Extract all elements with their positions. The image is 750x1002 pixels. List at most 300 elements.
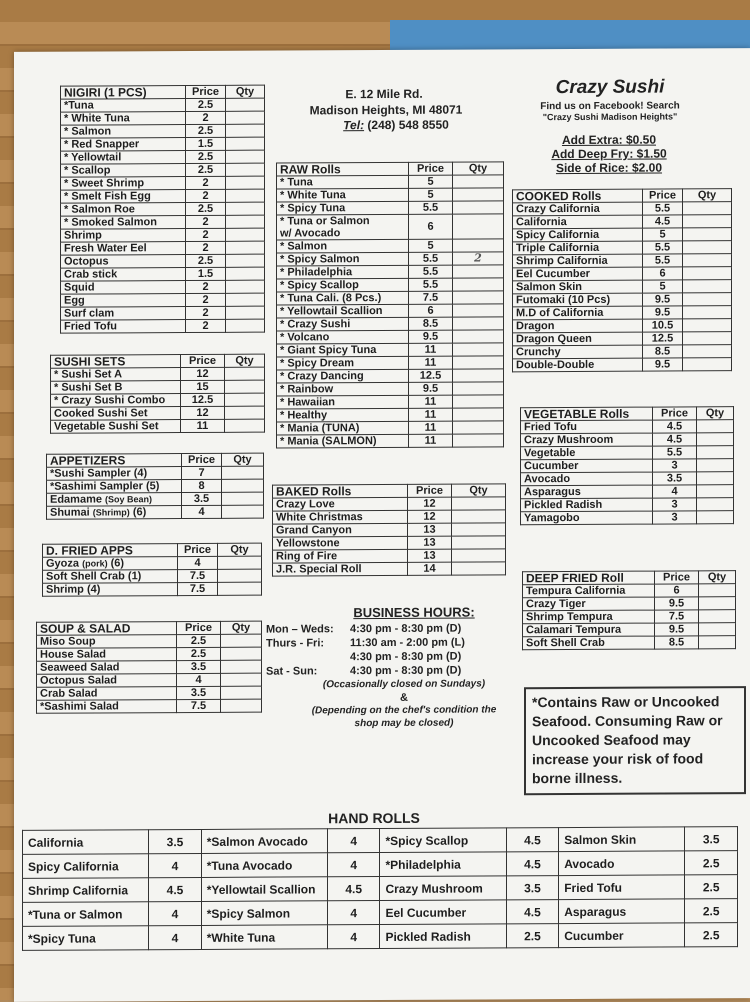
item-name bbox=[277, 369, 409, 383]
item-name bbox=[521, 472, 653, 486]
menu-row bbox=[61, 215, 265, 229]
item-price: 13 bbox=[408, 536, 452, 549]
item-qty[interactable] bbox=[226, 111, 265, 124]
item-qty[interactable] bbox=[697, 472, 734, 485]
vegetable-rolls-title: VEGETABLE Rolls bbox=[521, 407, 653, 421]
item-name bbox=[513, 345, 643, 359]
item-qty[interactable] bbox=[452, 510, 506, 523]
item-qty[interactable] bbox=[683, 358, 732, 371]
menu-row bbox=[61, 163, 265, 177]
item-price: 2 bbox=[186, 293, 226, 306]
item-name bbox=[61, 203, 186, 217]
telephone-label: Tel: bbox=[343, 118, 365, 133]
hand-rolls-title: HAND ROLLS bbox=[328, 809, 420, 827]
item-name-text: California bbox=[516, 216, 567, 229]
item-qty[interactable] bbox=[226, 319, 265, 332]
item-qty[interactable] bbox=[699, 597, 736, 610]
item-qty[interactable] bbox=[453, 343, 504, 356]
menu-row bbox=[513, 215, 732, 229]
appetizers-title: APPETIZERS bbox=[47, 454, 182, 468]
item-qty[interactable] bbox=[683, 306, 732, 319]
item-qty[interactable] bbox=[453, 330, 504, 343]
item-name-text: Vegetable bbox=[524, 446, 576, 460]
item-name bbox=[273, 549, 408, 563]
item-name bbox=[521, 420, 653, 434]
item-name bbox=[37, 700, 177, 714]
item-qty[interactable] bbox=[218, 582, 262, 595]
item-price: 9.5 bbox=[409, 330, 453, 343]
item-name-text: * Philadelphia bbox=[280, 266, 353, 279]
item-name bbox=[277, 252, 409, 266]
item-name-text: White Christmas bbox=[276, 511, 363, 524]
item-qty[interactable] bbox=[226, 124, 265, 137]
item-qty[interactable] bbox=[683, 241, 732, 254]
item-qty[interactable] bbox=[683, 215, 732, 228]
item-qty[interactable] bbox=[453, 382, 504, 395]
item-qty[interactable] bbox=[699, 584, 736, 597]
deep-fried-roll-title: DEEP FRIED Roll bbox=[523, 571, 655, 585]
item-name-text: * Sweet Shrimp bbox=[64, 177, 145, 190]
item-qty[interactable] bbox=[226, 98, 265, 111]
item-name-text: * Sushi Set A bbox=[54, 368, 123, 381]
item-name-text: * Yellowtail Scallion bbox=[280, 304, 383, 318]
item-qty[interactable] bbox=[226, 163, 265, 176]
item-name bbox=[47, 480, 182, 494]
item-name bbox=[513, 215, 643, 229]
item-qty[interactable] bbox=[218, 569, 262, 582]
menu-row bbox=[61, 137, 265, 151]
hours-days bbox=[266, 650, 350, 664]
item-qty[interactable] bbox=[697, 446, 734, 459]
hours-days: Thurs - Fri: bbox=[266, 637, 325, 650]
item-price: 3.5 bbox=[177, 686, 221, 699]
item-qty[interactable] bbox=[226, 306, 265, 319]
business-hours-title: BUSINESS HOURS: bbox=[353, 604, 475, 621]
menu-row bbox=[277, 188, 504, 202]
item-name-text: Futomaki (10 Pcs) bbox=[516, 293, 611, 307]
item-price: 2 bbox=[186, 111, 226, 124]
item-name bbox=[277, 408, 409, 422]
item-name-text: *Sashimi Sampler bbox=[50, 480, 143, 493]
item-count: (4) bbox=[86, 583, 101, 596]
item-name-text: *Tuna bbox=[64, 99, 94, 112]
item-name-text: Eel Cucumber bbox=[516, 267, 590, 281]
hours-time: 11:30 am - 2:00 pm (L) bbox=[350, 636, 465, 650]
hand-roll-price: 2.5 bbox=[685, 851, 738, 875]
item-name bbox=[37, 674, 177, 688]
sushi-sets-title: SUSHI SETS bbox=[51, 355, 181, 369]
item-name-text: * Salmon bbox=[64, 125, 112, 138]
item-price: 2.5 bbox=[186, 254, 226, 267]
item-price: 4.5 bbox=[643, 215, 683, 228]
menu-row bbox=[273, 536, 506, 550]
item-price: 14 bbox=[408, 562, 452, 575]
hours-row bbox=[266, 663, 516, 678]
item-qty[interactable] bbox=[452, 497, 506, 510]
item-qty[interactable] bbox=[225, 380, 265, 393]
menu-row bbox=[43, 556, 262, 570]
menu-row bbox=[43, 569, 262, 583]
item-qty[interactable] bbox=[225, 367, 265, 380]
address-line-1: E. 12 Mile Rd. bbox=[345, 86, 423, 102]
item-name bbox=[523, 584, 655, 598]
item-qty[interactable] bbox=[226, 293, 265, 306]
item-name bbox=[61, 151, 186, 165]
item-name bbox=[51, 381, 181, 395]
item-name bbox=[277, 201, 409, 215]
price-header: Price bbox=[182, 453, 222, 466]
item-qty[interactable] bbox=[226, 189, 265, 202]
cooked-rolls-title: COOKED Rolls bbox=[513, 189, 643, 203]
hand-roll-name: Cucumber bbox=[559, 923, 685, 948]
item-price: 5 bbox=[409, 239, 453, 252]
item-name-text: Crazy California bbox=[516, 202, 600, 216]
item-name bbox=[61, 320, 186, 334]
menu-row bbox=[37, 673, 262, 687]
hand-roll-name: Spicy California bbox=[23, 854, 149, 879]
item-name-text: Yellowstone bbox=[276, 537, 340, 550]
item-qty[interactable] bbox=[221, 686, 262, 699]
item-name-text: * Spicy Tuna bbox=[280, 202, 346, 215]
item-count: (6) bbox=[110, 557, 125, 570]
item-price: 2.5 bbox=[186, 124, 226, 137]
menu-row bbox=[61, 124, 265, 138]
business-hours-list bbox=[266, 621, 516, 678]
item-qty[interactable] bbox=[453, 291, 504, 304]
item-name-text: Fried Tofu bbox=[524, 420, 577, 434]
item-name-text: *Sushi Sampler bbox=[50, 467, 131, 480]
item-price: 3.5 bbox=[177, 660, 221, 673]
hand-roll-name: California bbox=[23, 830, 149, 855]
hand-roll-name: Fried Tofu bbox=[559, 875, 685, 900]
item-qty[interactable] bbox=[226, 150, 265, 163]
menu-row bbox=[277, 278, 504, 292]
item-price: 9.5 bbox=[655, 623, 699, 636]
menu-row bbox=[37, 686, 262, 700]
item-name-text: Spicy California bbox=[516, 228, 600, 242]
item-price: 2.5 bbox=[186, 163, 226, 176]
item-name bbox=[513, 241, 643, 255]
item-qty[interactable] bbox=[221, 647, 262, 660]
item-qty[interactable]: 2 bbox=[453, 252, 504, 265]
menu-row bbox=[51, 380, 265, 394]
item-qty[interactable] bbox=[453, 369, 504, 382]
price-header: Price bbox=[408, 484, 452, 497]
item-qty[interactable] bbox=[453, 356, 504, 369]
menu-row bbox=[37, 647, 262, 661]
item-qty[interactable] bbox=[453, 395, 504, 408]
item-name-text: * Smelt Fish Egg bbox=[64, 190, 151, 203]
item-name-text: * White Tuna bbox=[64, 112, 130, 125]
hand-roll-price: 4 bbox=[327, 853, 380, 877]
item-note: (Soy Bean) bbox=[105, 494, 153, 505]
item-qty[interactable] bbox=[221, 673, 262, 686]
item-name bbox=[61, 138, 186, 152]
item-price: 7.5 bbox=[178, 569, 218, 582]
item-name bbox=[51, 368, 181, 382]
item-price: 11 bbox=[409, 434, 453, 447]
item-price: 4.5 bbox=[653, 420, 697, 433]
item-price: 5 bbox=[409, 188, 453, 201]
menu-row bbox=[277, 201, 504, 215]
item-qty[interactable] bbox=[683, 267, 732, 280]
item-qty[interactable] bbox=[452, 536, 506, 549]
item-qty[interactable] bbox=[453, 278, 504, 291]
menu-row bbox=[61, 228, 265, 242]
item-qty[interactable] bbox=[225, 406, 265, 419]
item-name bbox=[277, 356, 409, 370]
item-qty[interactable] bbox=[453, 317, 504, 330]
nigiri-table bbox=[60, 85, 265, 334]
item-price: 8.5 bbox=[643, 345, 683, 358]
hand-roll-name: *Philadelphia bbox=[380, 852, 506, 877]
item-qty[interactable] bbox=[683, 280, 732, 293]
hours-note-sundays: (Occasionally closed on Sundays) bbox=[322, 678, 486, 691]
item-qty[interactable] bbox=[226, 137, 265, 150]
item-qty[interactable] bbox=[697, 459, 734, 472]
deep-fried-roll-table bbox=[522, 570, 736, 650]
menu-row bbox=[521, 420, 734, 434]
item-qty[interactable] bbox=[453, 421, 504, 434]
item-name-text: * Salmon bbox=[280, 240, 328, 253]
item-qty[interactable] bbox=[683, 228, 732, 241]
item-qty[interactable] bbox=[226, 254, 265, 267]
item-name-text: Shrimp Tempura bbox=[526, 610, 613, 624]
item-name-text: * Salmon Roe bbox=[64, 203, 135, 216]
item-name-text: Soft Shell Crab bbox=[526, 636, 605, 650]
item-count: (5) bbox=[146, 480, 160, 493]
menu-row bbox=[523, 610, 736, 624]
item-name-text: Fresh Water Eel bbox=[64, 242, 147, 255]
menu-row bbox=[273, 497, 506, 511]
appetizers-table bbox=[46, 453, 264, 520]
hand-roll-name: *Spicy Tuna bbox=[23, 926, 149, 951]
qty-header: Qty bbox=[453, 162, 504, 175]
item-price: 2.5 bbox=[186, 202, 226, 215]
menu-row bbox=[61, 306, 265, 320]
qty-header: Qty bbox=[222, 453, 264, 466]
menu-row bbox=[61, 176, 265, 190]
qty-header: Qty bbox=[221, 621, 262, 634]
item-qty[interactable] bbox=[226, 202, 265, 215]
item-qty[interactable] bbox=[453, 201, 504, 214]
item-qty[interactable] bbox=[226, 267, 265, 280]
item-qty[interactable] bbox=[453, 175, 504, 188]
item-qty[interactable] bbox=[683, 254, 732, 267]
item-price: 7.5 bbox=[655, 610, 699, 623]
item-name bbox=[277, 265, 409, 279]
item-qty[interactable] bbox=[226, 228, 265, 241]
item-qty[interactable] bbox=[225, 393, 265, 406]
item-qty[interactable] bbox=[226, 241, 265, 254]
item-name-text: Ring of Fire bbox=[276, 550, 338, 563]
item-qty[interactable] bbox=[452, 562, 506, 575]
item-name-text: Double-Double bbox=[516, 358, 595, 372]
item-name bbox=[277, 382, 409, 396]
item-name bbox=[273, 510, 408, 524]
menu-row bbox=[523, 623, 736, 637]
item-name bbox=[513, 202, 643, 216]
item-qty[interactable] bbox=[453, 434, 504, 447]
item-qty[interactable] bbox=[221, 634, 262, 647]
item-name-text: * Rainbow bbox=[280, 383, 334, 396]
item-name-text: Yamagobo bbox=[524, 511, 580, 525]
item-name-text: * Giant Spicy Tuna bbox=[280, 344, 377, 357]
item-name bbox=[513, 293, 643, 307]
item-qty[interactable] bbox=[222, 492, 264, 505]
item-name-text: Crunchy bbox=[516, 346, 561, 359]
item-qty[interactable] bbox=[683, 319, 732, 332]
menu-row bbox=[521, 498, 734, 512]
item-name bbox=[277, 330, 409, 344]
item-qty[interactable] bbox=[452, 523, 506, 536]
item-qty[interactable] bbox=[453, 188, 504, 201]
item-qty[interactable] bbox=[218, 556, 262, 569]
item-price: 3 bbox=[653, 498, 697, 511]
menu-row bbox=[277, 421, 504, 435]
item-name-text: Vegetable Sushi Set bbox=[54, 420, 159, 433]
item-name bbox=[273, 523, 408, 537]
item-qty[interactable] bbox=[453, 214, 504, 239]
item-name bbox=[523, 636, 655, 650]
item-qty[interactable] bbox=[225, 419, 265, 432]
item-price: 11 bbox=[409, 408, 453, 421]
add-deep-fry: Add Deep Fry: $1.50 bbox=[551, 146, 667, 162]
item-qty[interactable] bbox=[699, 636, 736, 649]
item-qty[interactable] bbox=[453, 265, 504, 278]
item-qty[interactable] bbox=[453, 408, 504, 421]
item-name-text: *Sashimi Salad bbox=[40, 700, 119, 713]
item-qty[interactable] bbox=[683, 293, 732, 306]
item-qty[interactable] bbox=[697, 420, 734, 433]
hours-days: Mon – Weds: bbox=[266, 623, 334, 636]
item-price: 5.5 bbox=[409, 278, 453, 291]
item-name bbox=[273, 562, 408, 576]
item-price: 10.5 bbox=[643, 319, 683, 332]
menu-row bbox=[61, 241, 265, 255]
price-header: Price bbox=[181, 354, 225, 367]
item-qty[interactable] bbox=[697, 433, 734, 446]
item-note: (pork) bbox=[82, 558, 108, 569]
item-price: 5 bbox=[643, 280, 683, 293]
item-qty[interactable] bbox=[683, 202, 732, 215]
menu-row bbox=[277, 330, 504, 344]
item-price: 12 bbox=[408, 497, 452, 510]
hand-roll-name: *Spicy Salmon bbox=[201, 901, 327, 926]
menu-row bbox=[51, 393, 265, 407]
item-name-text: * Crazy Sushi bbox=[280, 318, 351, 331]
item-qty[interactable] bbox=[221, 660, 262, 673]
hand-roll-price: 3.5 bbox=[506, 876, 559, 900]
item-count: (6) bbox=[132, 506, 147, 519]
item-qty[interactable] bbox=[452, 549, 506, 562]
item-price: 5.5 bbox=[409, 201, 453, 214]
menu-row bbox=[521, 472, 734, 486]
menu-row bbox=[61, 150, 265, 164]
item-qty[interactable] bbox=[699, 610, 736, 623]
hand-roll-name: Eel Cucumber bbox=[380, 900, 506, 925]
item-name bbox=[521, 433, 653, 447]
hand-roll-name: *Yellowtail Scallion bbox=[201, 877, 327, 902]
hand-roll-price: 4.5 bbox=[506, 900, 559, 924]
item-qty[interactable] bbox=[226, 280, 265, 293]
item-qty[interactable] bbox=[453, 239, 504, 252]
menu-row bbox=[523, 597, 736, 611]
item-qty[interactable] bbox=[222, 479, 264, 492]
item-name bbox=[521, 459, 653, 473]
cooked-rolls-table bbox=[512, 188, 732, 372]
item-note: (Shrimp) bbox=[92, 507, 130, 518]
item-name bbox=[47, 506, 182, 520]
item-name bbox=[273, 536, 408, 550]
menu-row bbox=[521, 433, 734, 447]
item-name bbox=[61, 268, 186, 282]
item-name-text: Crazy Love bbox=[276, 498, 335, 511]
item-qty[interactable] bbox=[697, 485, 734, 498]
item-name bbox=[47, 493, 182, 507]
item-price: 2 bbox=[186, 306, 226, 319]
qty-header: Qty bbox=[226, 85, 265, 98]
menu-row bbox=[61, 293, 265, 307]
item-price: 11 bbox=[409, 395, 453, 408]
price-header: Price bbox=[409, 162, 453, 175]
item-name-text: M.D of California bbox=[516, 306, 604, 320]
menu-row bbox=[51, 367, 265, 381]
item-price: 2 bbox=[186, 215, 226, 228]
item-qty[interactable] bbox=[699, 623, 736, 636]
menu-row bbox=[37, 660, 262, 674]
item-name-text: Squid bbox=[64, 281, 95, 294]
hand-roll-name: Avocado bbox=[559, 851, 685, 876]
baked-rolls-title: BAKED Rolls bbox=[273, 484, 408, 498]
item-qty[interactable] bbox=[683, 345, 732, 358]
item-name-text: Pickled Radish bbox=[524, 498, 603, 512]
item-qty[interactable] bbox=[221, 699, 262, 712]
menu-row bbox=[61, 202, 265, 216]
hand-roll-name: *Spicy Scallop bbox=[380, 828, 506, 853]
facebook-line-1: Find us on Facebook! Search bbox=[540, 100, 680, 113]
item-qty[interactable] bbox=[683, 332, 732, 345]
item-qty[interactable] bbox=[222, 466, 264, 479]
item-name-text: * Crazy Dancing bbox=[280, 370, 364, 383]
item-qty[interactable] bbox=[697, 511, 734, 524]
menu-row bbox=[277, 239, 504, 253]
menu-row bbox=[277, 252, 504, 266]
item-qty[interactable] bbox=[226, 215, 265, 228]
menu-row bbox=[513, 280, 732, 294]
menu-row bbox=[277, 395, 504, 409]
menu-row bbox=[513, 319, 732, 333]
item-price: 7 bbox=[182, 466, 222, 479]
item-name-text: Cooked Sushi Set bbox=[54, 407, 148, 420]
item-name bbox=[523, 610, 655, 624]
item-name-text: * Scallop bbox=[64, 164, 111, 177]
hand-roll-price: 4 bbox=[327, 925, 380, 949]
item-price: 2.5 bbox=[186, 150, 226, 163]
item-qty[interactable] bbox=[697, 498, 734, 511]
item-qty[interactable] bbox=[226, 176, 265, 189]
item-price: 2.5 bbox=[177, 634, 221, 647]
item-price: 12 bbox=[181, 406, 225, 419]
item-name-text: Asparagus bbox=[524, 485, 581, 499]
item-qty[interactable] bbox=[453, 304, 504, 317]
item-name-text: Dragon bbox=[516, 320, 555, 333]
sushi-sets-table bbox=[50, 354, 265, 434]
item-qty[interactable] bbox=[222, 505, 264, 518]
raw-seafood-warning: *Contains Raw or Uncooked Seafood. Consuming Raw or Uncooked Seafood may increase your risk of food borne illness. bbox=[524, 686, 746, 795]
item-price: 2 bbox=[186, 280, 226, 293]
item-name bbox=[521, 498, 653, 512]
